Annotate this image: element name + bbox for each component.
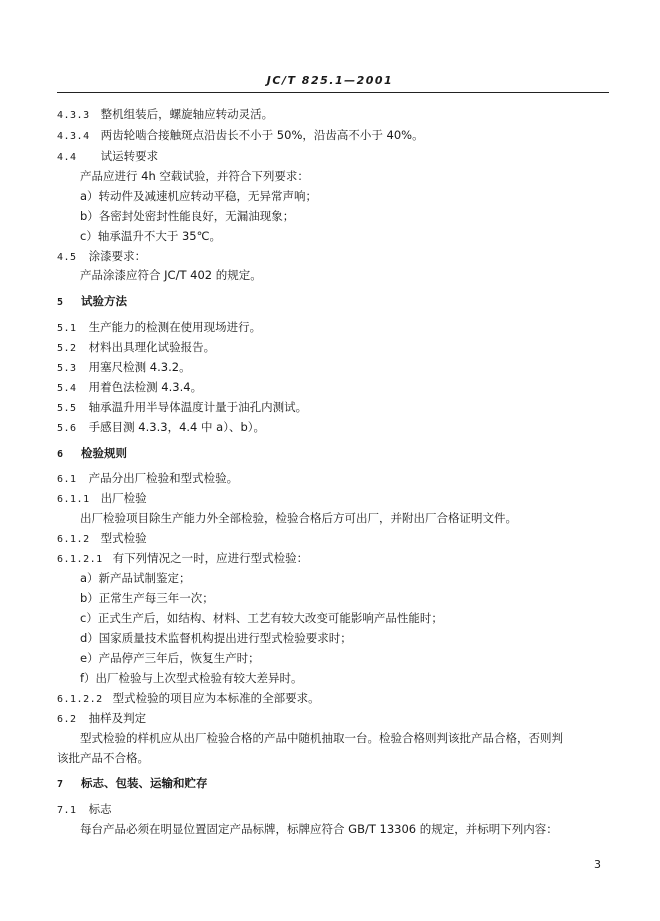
- clause-number: 4.4: [57, 152, 77, 163]
- clause-text: 整机组装后，螺旋轴应转动灵活。: [100, 107, 274, 121]
- clause-4-3-3: [57, 107, 273, 123]
- clause-number: 6.1.1: [57, 494, 90, 505]
- list-item: a）新产品试制鉴定；: [80, 571, 191, 585]
- clause-number: 5.6: [57, 423, 77, 434]
- clause-text: 材料出具理化试验报告。: [88, 340, 216, 354]
- clause-5-3: [57, 360, 191, 376]
- clause-number: 7.1: [57, 805, 77, 816]
- paragraph-continuation: 该批产品不合格。: [57, 751, 149, 765]
- section-title: 标志、包装、运输和贮存: [81, 776, 208, 790]
- paragraph: 每台产品必须在明显位置固定产品标牌，标牌应符合 GB/T 13306 的规定，并标明下列内容：: [80, 822, 558, 836]
- list-item: c）轴承温升不大于 35℃。: [80, 229, 222, 243]
- clause-number: 5.2: [57, 343, 77, 354]
- clause-6-1-2-2: [57, 691, 320, 707]
- list-item: b）正常生产每三年一次；: [80, 591, 214, 605]
- section-7-heading: [57, 776, 208, 792]
- list-item: d）国家质量技术监督机构提出进行型式检验要求时；: [80, 631, 352, 645]
- section-title: 试验方法: [81, 294, 128, 308]
- clause-title: 试运转要求: [100, 149, 159, 163]
- clause-title: 出厂检验: [100, 491, 147, 505]
- clause-4-4: [57, 149, 158, 165]
- clause-number: 5.3: [57, 363, 77, 374]
- clause-4-3-4: [57, 128, 424, 144]
- section-number: 5: [57, 297, 64, 308]
- list-item: a）转动件及减速机应转动平稳，无异常声响；: [80, 189, 318, 203]
- clause-4-5: [57, 249, 146, 265]
- section-number: 6: [57, 449, 64, 460]
- clause-number: 6.2: [57, 714, 77, 725]
- section-6-heading: [57, 446, 127, 462]
- clause-6-1-2-1: [57, 551, 308, 567]
- paragraph: 产品应进行 4h 空载试验，并符合下列要求：: [80, 169, 309, 183]
- list-item: c）正式生产后，如结构、材料、工艺有较大改变可能影响产品性能时；: [80, 611, 443, 625]
- clause-number: 4.3.4: [57, 131, 90, 142]
- clause-7-1: [57, 802, 112, 818]
- section-title: 检验规则: [81, 446, 128, 460]
- clause-5-1: [57, 320, 261, 336]
- clause-5-4: [57, 380, 202, 396]
- clause-title: 抽样及判定: [88, 711, 147, 725]
- clause-title: 涂漆要求：: [88, 249, 147, 263]
- clause-5-5: [57, 400, 307, 416]
- clause-text: 用塞尺检测 4.3.2。: [88, 360, 191, 374]
- clause-5-6: [57, 420, 265, 436]
- clause-6-1: [57, 471, 238, 487]
- clause-number: 6.1.2.2: [57, 694, 103, 705]
- clause-number: 5.1: [57, 323, 77, 334]
- clause-text: 型式检验的项目应为本标准的全部要求。: [112, 691, 320, 705]
- clause-5-2: [57, 340, 215, 356]
- list-item: b）各密封处密封性能良好，无漏油现象；: [80, 209, 295, 223]
- paragraph: 型式检验的样机应从出厂检验合格的产品中随机抽取一台。检验合格则判该批产品合格，否则判: [80, 731, 563, 745]
- clause-text: 生产能力的检测在使用现场进行。: [88, 320, 262, 334]
- clause-text: 用着色法检测 4.3.4。: [88, 380, 203, 394]
- page-number: 3: [594, 858, 601, 871]
- clause-number: 4.3.3: [57, 110, 90, 121]
- list-item: e）产品停产三年后，恢复生产时；: [80, 651, 260, 665]
- clause-title: 型式检验: [100, 531, 147, 545]
- clause-number: 4.5: [57, 252, 77, 263]
- clause-text: 手感目测 4.3.3，4.4 中 a）、b）。: [88, 420, 266, 434]
- section-5-heading: [57, 294, 127, 310]
- clause-title: 标志: [88, 802, 112, 816]
- clause-text: 两齿轮啮合接触斑点沿齿长不小于 50%，沿齿高不小于 40%。: [100, 128, 424, 142]
- list-item: f）出厂检验与上次型式检验有较大差异时。: [80, 671, 303, 685]
- paragraph: 出厂检验项目除生产能力外全部检验，检验合格后方可出厂，并附出厂合格证明文件。: [80, 511, 517, 525]
- clause-text: 有下列情况之一时，应进行型式检验：: [112, 551, 309, 565]
- clause-6-1-2: [57, 531, 147, 547]
- clause-text: 轴承温升用半导体温度计量于油孔内测试。: [88, 400, 308, 414]
- clause-number: 5.5: [57, 403, 77, 414]
- paragraph: 产品涂漆应符合 JC/T 402 的规定。: [80, 268, 262, 282]
- clause-6-1-1: [57, 491, 147, 507]
- header-rule: [57, 92, 609, 93]
- clause-number: 5.4: [57, 383, 77, 394]
- standard-code-header: JC/T 825.1—2001: [266, 74, 394, 87]
- section-number: 7: [57, 779, 64, 790]
- clause-6-2: [57, 711, 146, 727]
- clause-number: 6.1.2.1: [57, 554, 103, 565]
- clause-number: 6.1: [57, 474, 77, 485]
- clause-number: 6.1.2: [57, 534, 90, 545]
- clause-text: 产品分出厂检验和型式检验。: [88, 471, 239, 485]
